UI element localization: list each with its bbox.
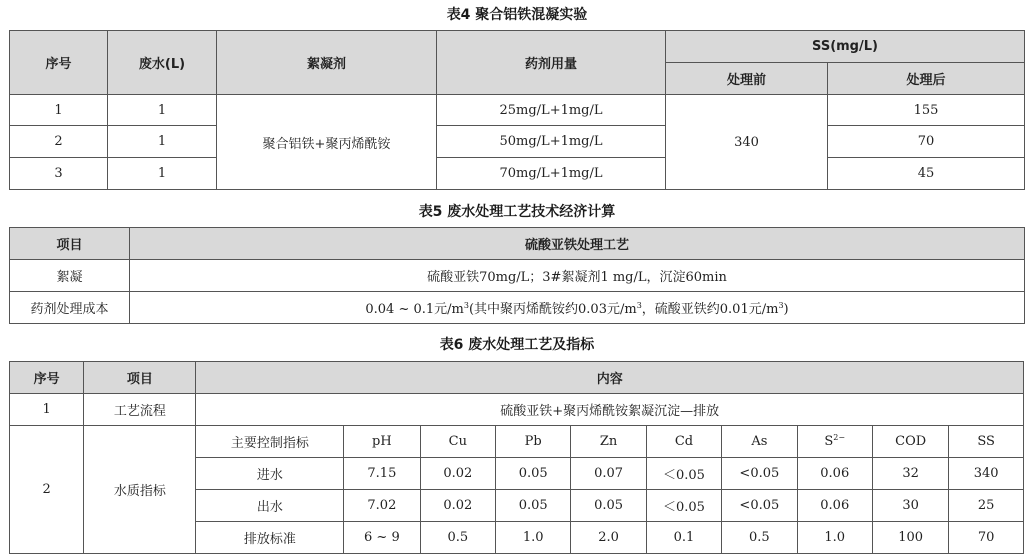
cell-item: 工艺流程 [84, 394, 196, 426]
header-item: 项目 [10, 228, 130, 260]
cell-value: 7.02 [344, 490, 420, 522]
cell-flocculant: 聚合铝铁+聚丙烯酰铵 [217, 95, 437, 190]
header-seq: 序号 [10, 362, 84, 394]
cell-ss-after: 70 [828, 126, 1025, 158]
cell-ss-after: 45 [828, 158, 1025, 190]
table-row [10, 95, 1025, 126]
cell-value: 硫酸亚铁70mg/L；3#絮凝剂1 mg/L，沉淀60min [130, 260, 1025, 292]
cell-row-label: 排放标准 [196, 522, 344, 554]
header-flocculant: 絮凝剂 [217, 31, 437, 95]
header-water: 废水(L) [108, 31, 217, 95]
table-row [10, 394, 1024, 426]
cell-value: 1.0 [797, 522, 872, 554]
cell-value: 32 [872, 458, 948, 490]
header-content: 内容 [196, 362, 1024, 394]
header-ss: SS(mg/L) [666, 31, 1025, 63]
cost-text: 0.04 ~ 0.1元/m [365, 302, 464, 317]
table5-caption: 表5 废水处理工艺技术经济计算 [418, 204, 616, 220]
cell-value: 0.05 [495, 490, 570, 522]
cell-dosage: 25mg/L+1mg/L [437, 95, 666, 126]
cell-value: 30 [872, 490, 948, 522]
cell-value: <0.05 [722, 490, 797, 522]
cell-ss-after: 155 [828, 95, 1025, 126]
header-seq: 序号 [10, 31, 108, 95]
cell-value: 0.5 [722, 522, 797, 554]
cost-superscript: 3 [778, 301, 784, 310]
cell-value: ＜0.05 [646, 458, 721, 490]
col-header-pb: Pb [495, 426, 570, 458]
col-header-zn: Zn [571, 426, 646, 458]
cell-value: 6 ~ 9 [344, 522, 420, 554]
cell-value: 0.07 [571, 458, 646, 490]
cell-index-label: 主要控制指标 [196, 426, 344, 458]
cell-value: 25 [949, 490, 1024, 522]
table5 [9, 227, 1025, 324]
cell-water: 1 [108, 158, 217, 190]
cell-seq: 1 [10, 95, 108, 126]
cell-item: 水质指标 [84, 426, 196, 554]
cell-row-label: 出水 [196, 490, 344, 522]
cell-row-label: 进水 [196, 458, 344, 490]
cell-value: <0.05 [722, 458, 797, 490]
cell-value: 340 [949, 458, 1024, 490]
cell-value: 1.0 [495, 522, 570, 554]
cost-text: ) [783, 302, 789, 317]
cell-value: 0.02 [420, 490, 495, 522]
cost-text: (其中聚丙烯酰铵约0.03元/m [468, 302, 637, 317]
cell-value: 0.5 [420, 522, 495, 554]
s-symbol: S [824, 434, 834, 449]
cell-cost-value [130, 292, 1025, 324]
col-header-cod: COD [872, 426, 948, 458]
col-header-s2 [797, 426, 872, 458]
cost-superscript: 3 [463, 301, 469, 310]
cost-text: ，硫酸亚铁约0.01元/m [641, 302, 779, 317]
col-header-ph: pH [344, 426, 420, 458]
table-row [10, 158, 1025, 190]
table-row [10, 126, 1025, 158]
cell-water: 1 [108, 95, 217, 126]
cell-dosage: 70mg/L+1mg/L [437, 158, 666, 190]
cell-value: 0.05 [571, 490, 646, 522]
cell-ss-before: 340 [666, 95, 828, 190]
table4-caption: 表4 聚合铝铁混凝实验 [446, 7, 588, 23]
table4 [9, 30, 1025, 190]
cell-item: 药剂处理成本 [10, 292, 130, 324]
cell-seq: 1 [10, 394, 84, 426]
header-process: 硫酸亚铁处理工艺 [130, 228, 1025, 260]
s-superscript: 2− [833, 433, 846, 442]
cell-dosage: 50mg/L+1mg/L [437, 126, 666, 158]
cell-seq: 3 [10, 158, 108, 190]
header-ss-after: 处理后 [828, 63, 1025, 95]
col-header-cu: Cu [420, 426, 495, 458]
cell-value: 0.1 [646, 522, 721, 554]
cell-water: 1 [108, 126, 217, 158]
table-row [10, 426, 1024, 458]
cell-value: 2.0 [571, 522, 646, 554]
table-row [10, 292, 1025, 324]
header-dosage: 药剂用量 [437, 31, 666, 95]
header-ss-before: 处理前 [666, 63, 828, 95]
cell-value: 100 [872, 522, 948, 554]
cell-process-flow: 硫酸亚铁+聚丙烯酰铵絮凝沉淀—排放 [196, 394, 1024, 426]
cell-value: 0.02 [420, 458, 495, 490]
table6-caption: 表6 废水处理工艺及指标 [439, 337, 595, 353]
cell-seq: 2 [10, 426, 84, 554]
col-header-ss: SS [949, 426, 1024, 458]
table6 [9, 361, 1024, 554]
cost-superscript: 3 [636, 301, 642, 310]
cell-value: 0.06 [797, 458, 872, 490]
cell-value: 70 [949, 522, 1024, 554]
cell-value: 0.05 [495, 458, 570, 490]
header-item: 项目 [84, 362, 196, 394]
col-header-cd: Cd [646, 426, 721, 458]
col-header-as: As [722, 426, 797, 458]
cell-item: 絮凝 [10, 260, 130, 292]
cell-value: 7.15 [344, 458, 420, 490]
cell-seq: 2 [10, 126, 108, 158]
table-row [10, 260, 1025, 292]
cell-value: ＜0.05 [646, 490, 721, 522]
cell-value: 0.06 [797, 490, 872, 522]
